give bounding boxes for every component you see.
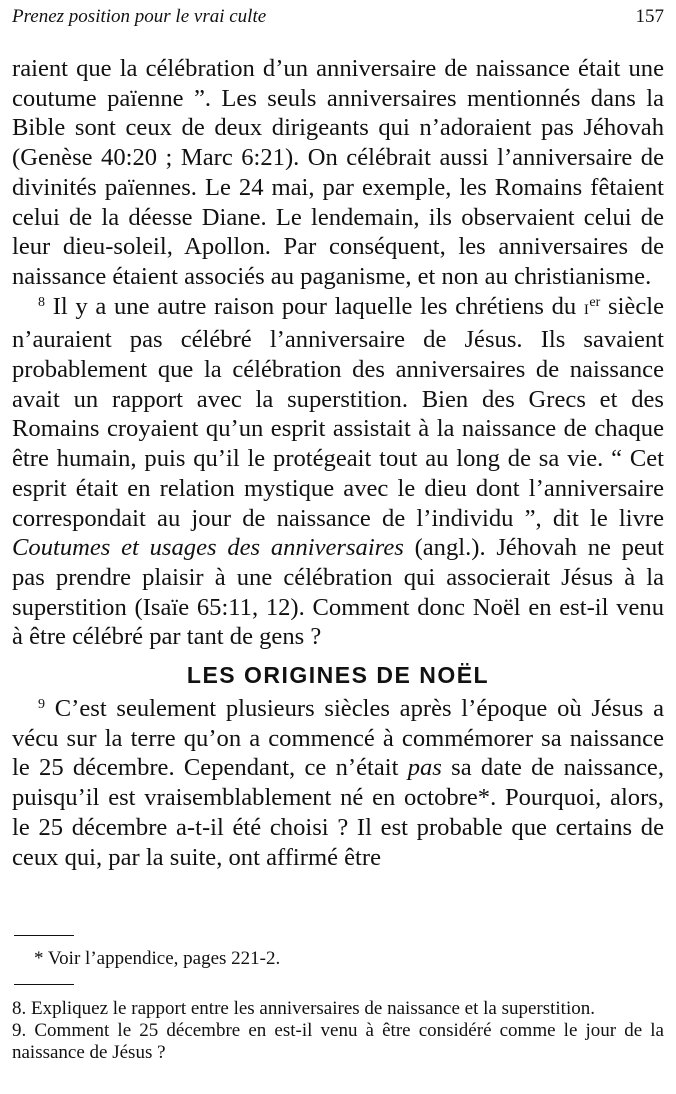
page-number: 157 — [635, 6, 664, 27]
paragraph-9-text-b: sa date de naissance, puisqu’il est vraisemblablement né en octobre*. Pourquoi, alors, le 25 décembre a-t-il été choisi ? Il est probable que certains de ceux qui, par la suite, ont affirmé être — [12, 754, 664, 871]
question-8: 8. Expliquez le rapport entre les anniversaires de naissance et la superstition. — [12, 998, 595, 1019]
section-heading: LES ORIGINES DE NOËL — [186, 662, 490, 689]
footnote — [12, 948, 664, 970]
footnote-divider — [14, 935, 74, 936]
paragraph-7-text: raient que la célébration d’un anniversaire de naissance était une coutume païenne ”. Les seuls anniversaires mentionnés dans la Bible sont ceux de deux dirigeants qui n’adoraient pas Jéhovah (Genèse 40:20 ; Marc 6:21). On célébrait aussi l’anniversaire de divinités païennes. Le 24 mai, par exemple, les Romains fêtaient celui de la déesse Diane. Le lendemain, ils observaient celui de leur dieu-soleil, Apollon. Par conséquent, les anniversaires de naissance étaient associés au paganisme, et non au christianisme. — [12, 55, 664, 290]
paragraph-number-9: 9 — [38, 697, 45, 713]
book-title: Coutumes et usages des anniversaires — [12, 534, 404, 562]
paragraph-8-text-b: (angl.). Jéhovah ne peut pas prendre plaisir à une célébration qui associerait Jésus à la superstition (Isaïe 65:11, 12). Comment donc Noël en est-il venu à être célébré par tant de gens ? — [12, 534, 664, 651]
paragraph-8-lead: Il y a une autre raison pour laquelle les chrétiens du — [45, 292, 584, 320]
emphasis-word: pas — [407, 754, 442, 782]
running-title: Prenez position pour le vrai culte — [12, 6, 267, 27]
paragraph-9 — [12, 694, 664, 872]
century-superscript: er — [589, 294, 601, 310]
paragraph-8-text-a: siècle n’auraient pas célébré l’anniversaire de Jésus. Ils savaient probablement que la célébration des anniversaires de naissance avait un rapport avec la superstition. Bien des Grecs et des Romains croyaient qu’un esprit assistait à la naissance de chaque être humain, puis qu’il le protégeait tout au long de sa vie. “ Cet esprit était en relation mystique avec le dieu dont l’anniversaire correspondait au jour de naissance de l’individu ”, dit le livre — [12, 292, 664, 532]
footnote-text: * Voir l’appendice, pages 221-2. — [34, 948, 281, 969]
paragraph-9-text-a: C’est seulement plusieurs siècles après l’époque où Jésus a vécu sur la terre qu’on a commencé à commémorer sa naissance le 25 décembre. Cependant, ce n’était — [12, 695, 664, 782]
questions-divider — [14, 984, 74, 985]
review-questions — [12, 998, 664, 1063]
question-9: 9. Comment le 25 décembre en est-il venu à être considéré comme le jour de la naissance de Jésus ? — [12, 1019, 664, 1063]
paragraph-number-8: 8 — [38, 294, 45, 310]
paragraph-8 — [12, 292, 664, 652]
body-text — [12, 54, 664, 872]
century-numeral: I — [583, 301, 590, 318]
running-header — [12, 6, 664, 32]
paragraph-7-continued — [12, 54, 664, 292]
